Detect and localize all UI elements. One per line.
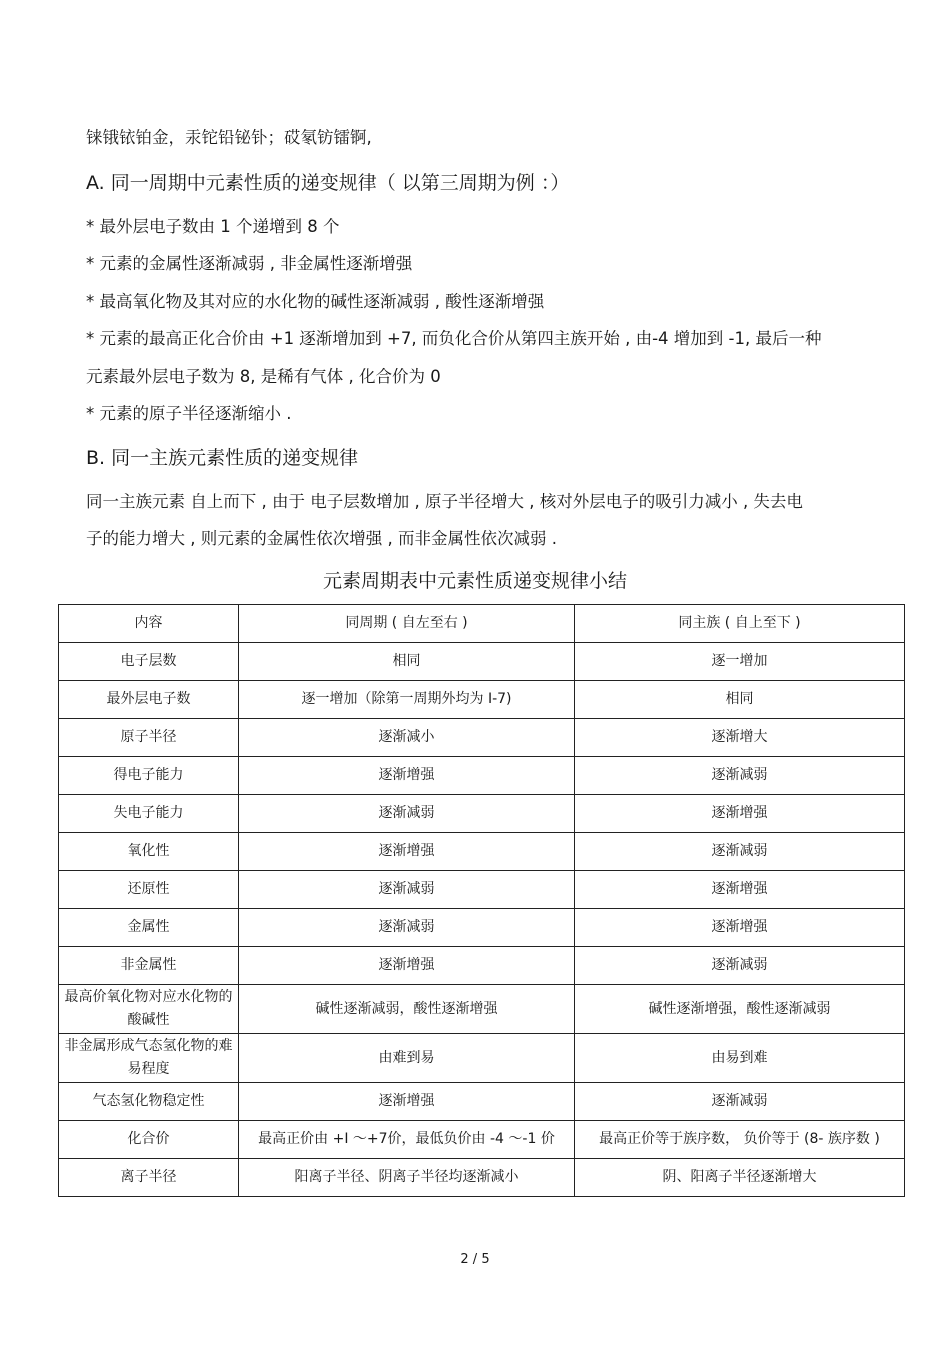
period-cell: 逐渐减弱 (239, 871, 575, 909)
row-label: 原子半径 (59, 719, 239, 757)
period-cell: 最高正价由 +I ～+7价，最低负价由 -4 ～-1 价 (239, 1121, 575, 1159)
table-row (59, 1034, 905, 1083)
table-row (59, 795, 905, 833)
period-cell: 由难到易 (239, 1034, 575, 1083)
table-row (59, 985, 905, 1034)
period-cell: 相同 (239, 643, 575, 681)
group-cell: 逐一增加 (575, 643, 905, 681)
table-row (59, 719, 905, 757)
text-line-group-1: 同一主族元素 自上而下 , 由于 电子层数增加 , 原子半径增大 , 核对外层电子的吸引力减小 , 失去电 (86, 492, 803, 511)
summary-table (58, 604, 905, 1197)
text-line-period-6: * 元素的原子半径逐渐缩小 . (86, 404, 292, 423)
text-line-period-1: * 最外层电子数由 1 个递增到 8 个 (86, 217, 340, 236)
table-row (59, 1121, 905, 1159)
group-cell: 逐渐增大 (575, 719, 905, 757)
period-cell: 逐渐减小 (239, 719, 575, 757)
row-label: 失电子能力 (59, 795, 239, 833)
group-cell: 最高正价等于族序数， 负价等于 (8- 族序数 ) (575, 1121, 905, 1159)
group-cell: 逐渐减弱 (575, 833, 905, 871)
text-line-elements: 铼锇铱铂金，汞铊铅铋钋；砹氡钫镭锕, (86, 128, 372, 147)
period-cell: 逐渐增强 (239, 1083, 575, 1121)
period-cell: 逐渐增强 (239, 757, 575, 795)
table-title: 元素周期表中元素性质递变规律小结 (322, 570, 627, 592)
table-row (59, 1083, 905, 1121)
group-cell: 阴、阳离子半径逐渐增大 (575, 1159, 905, 1197)
heading-group-trends: B. 同一主族元素性质的递变规律 (86, 447, 359, 469)
group-cell: 相同 (575, 681, 905, 719)
table-row (59, 909, 905, 947)
table-row (59, 757, 905, 795)
row-label: 非金属形成气态氢化物的难易程度 (59, 1034, 239, 1083)
row-label: 还原性 (59, 871, 239, 909)
row-label: 电子层数 (59, 643, 239, 681)
period-cell: 阳离子半径、阴离子半径均逐渐减小 (239, 1159, 575, 1197)
row-label: 化合价 (59, 1121, 239, 1159)
row-label: 离子半径 (59, 1159, 239, 1197)
table-header-row (59, 605, 905, 643)
row-label: 最高价氧化物对应水化物的酸碱性 (59, 985, 239, 1034)
period-cell: 碱性逐渐减弱，酸性逐渐增强 (239, 985, 575, 1034)
period-cell: 逐渐增强 (239, 947, 575, 985)
group-cell: 由易到难 (575, 1034, 905, 1083)
page-number: 2 / 5 (460, 1252, 490, 1267)
table-row (59, 871, 905, 909)
group-cell: 逐渐减弱 (575, 757, 905, 795)
group-cell: 逐渐增强 (575, 795, 905, 833)
header-cell: 同周期 ( 自左至右 ) (239, 605, 575, 643)
row-label: 氧化性 (59, 833, 239, 871)
row-label: 非金属性 (59, 947, 239, 985)
table-row (59, 1159, 905, 1197)
period-cell: 逐一增加（除第一周期外均为 I-7) (239, 681, 575, 719)
text-line-period-4: * 元素的最高正化合价由 +1 逐渐增加到 +7, 而负化合价从第四主族开始 , 由-4 增加到 -1, 最后一种 (86, 329, 822, 348)
group-cell: 逐渐增强 (575, 909, 905, 947)
table-row (59, 947, 905, 985)
table-row (59, 681, 905, 719)
header-cell: 内容 (59, 605, 239, 643)
row-label: 得电子能力 (59, 757, 239, 795)
group-cell: 碱性逐渐增强，酸性逐渐减弱 (575, 985, 905, 1034)
group-cell: 逐渐减弱 (575, 1083, 905, 1121)
period-cell: 逐渐减弱 (239, 909, 575, 947)
text-line-period-3: * 最高氧化物及其对应的水化物的碱性逐渐减弱 , 酸性逐渐增强 (86, 292, 545, 311)
period-cell: 逐渐减弱 (239, 795, 575, 833)
row-label: 金属性 (59, 909, 239, 947)
group-cell: 逐渐增强 (575, 871, 905, 909)
text-line-period-2: * 元素的金属性逐渐减弱 , 非金属性逐渐增强 (86, 254, 413, 273)
period-cell: 逐渐增强 (239, 833, 575, 871)
heading-period-trends: A. 同一周期中元素性质的递变规律（ 以第三周期为例 ：） (86, 172, 570, 194)
row-label: 最外层电子数 (59, 681, 239, 719)
text-line-period-5: 元素最外层电子数为 8, 是稀有气体 , 化合价为 0 (86, 367, 441, 386)
table-row (59, 643, 905, 681)
text-line-group-2: 子的能力增大 , 则元素的金属性依次增强 , 而非金属性依次减弱 . (86, 529, 557, 548)
table-row (59, 833, 905, 871)
header-cell: 同主族 ( 自上至下 ) (575, 605, 905, 643)
row-label: 气态氢化物稳定性 (59, 1083, 239, 1121)
group-cell: 逐渐减弱 (575, 947, 905, 985)
